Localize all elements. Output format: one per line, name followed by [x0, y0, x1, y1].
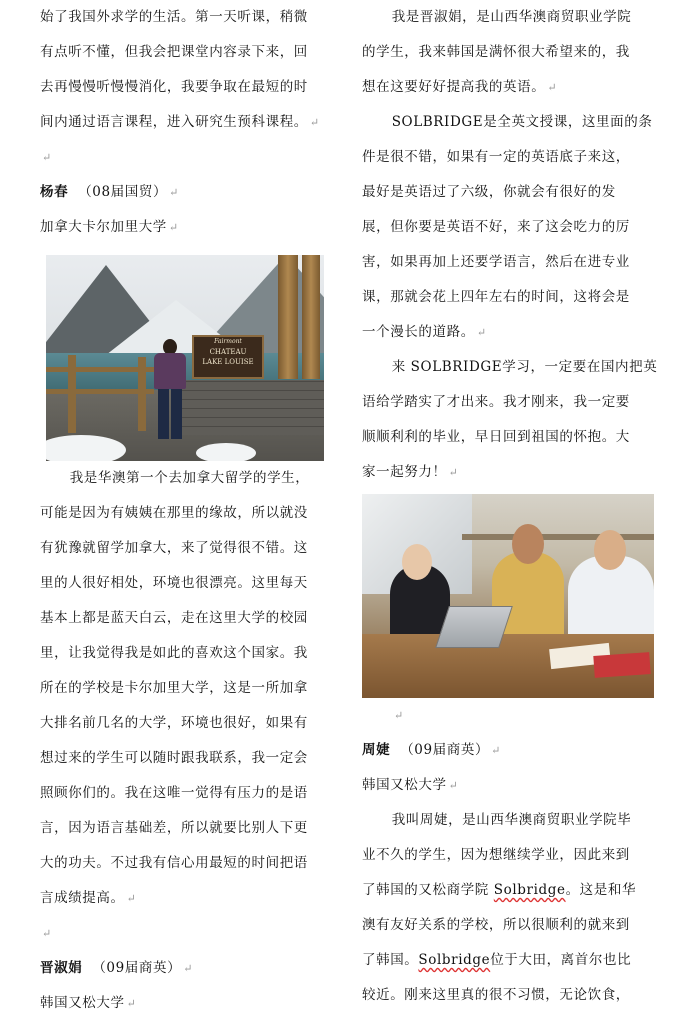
- para-line: 业不久的学生，因为想继续学业，因此来到: [362, 847, 630, 863]
- para-line: 语给学踏实了才出来。我才刚来，我一定要: [362, 394, 630, 410]
- para-line: 件是很不错，如果有一定的英语底子来这，: [362, 149, 630, 165]
- person-class: （09届商英）: [92, 960, 182, 976]
- para-line: 来 SOLBRIDGE学习，一定要在国内把英: [391, 359, 658, 375]
- para-line: 了韩国的又松商学院 Solbridge。这是和华: [362, 882, 637, 898]
- para-line: 大排名前几名的大学，环境也很好，如果有: [40, 715, 308, 731]
- para-line: SOLBRIDGE是全英文授课，这里面的条: [391, 114, 653, 130]
- para-line: 家一起努力！ ↵: [362, 464, 459, 480]
- para-line: 较近。刚来这里真的很不习惯，无论饮食，: [362, 987, 630, 1003]
- para-line: 害，如果再加上还要学语言，然后在进专业: [362, 254, 630, 270]
- person-school: 韩国又松大学 ↵: [362, 777, 459, 793]
- para-line: 大的功夫。不过我有信心用最短的时间把语: [40, 855, 308, 871]
- para-line: 课，那就会花上四年左右的时间，这将会是: [362, 289, 630, 305]
- para-line: 想在这要好好提高我的英语。 ↵: [362, 79, 558, 95]
- laptop: [435, 606, 513, 648]
- lake-louise-photo: [46, 255, 324, 461]
- person-name: 周婕: [362, 742, 391, 758]
- blank-line: ↵: [42, 927, 52, 940]
- intro-line: 去再慢慢听慢慢消化，我要争取在最短的时: [40, 79, 308, 95]
- blank-line: ↵: [42, 151, 52, 164]
- para-line: 想过来的学生可以随时跟我联系，我一定会: [40, 750, 308, 766]
- person-name: 杨春: [40, 184, 69, 200]
- para-line: 澳有友好关系的学校，所以很顺利的就来到: [362, 917, 630, 933]
- para-line: 我叫周婕，是山西华澳商贸职业学院毕: [391, 812, 632, 828]
- para-line: 展，但你要是英语不好，来了这会吃力的厉: [362, 219, 630, 235]
- para-line: 我是华澳第一个去加拿大留学的学生，: [69, 470, 310, 486]
- blank-line: ↵: [394, 709, 404, 722]
- left-column: [40, 0, 336, 1021]
- para-line: 基本上都是蓝天白云，走在这里大学的校园: [40, 610, 308, 626]
- person-class: （09届商英）: [400, 742, 490, 758]
- para-line: 的学生，我来韩国是满怀很大希望来的，我: [362, 44, 630, 60]
- para-line: 照顾你们的。我在这唯一觉得有压力的是语: [40, 785, 308, 801]
- para-line: 里，让我觉得我是如此的喜欢这个国家。我: [40, 645, 308, 661]
- para-line: 言，因为语言基础差，所以就要比别人下更: [40, 820, 308, 836]
- person-school: 加拿大卡尔加里大学 ↵: [40, 219, 179, 235]
- para-line: 有犹豫就留学加拿大，来了觉得很不错。这: [40, 540, 308, 556]
- intro-line: 始了我国外求学的生活。第一天听课，稍微: [40, 9, 308, 25]
- students-photo: [362, 494, 654, 698]
- right-column: [362, 0, 658, 1013]
- para-line: 最好是英语过了六级，你就会有很好的发: [362, 184, 616, 200]
- person-heading-jinshujuan: 晋淑娟 （09届商英） ↵: [40, 960, 194, 976]
- intro-line: 有点听不懂，但我会把课堂内容录下来，回: [40, 44, 308, 60]
- intro-line: 间内通过语言课程，进入研究生预科课程。 ↵: [40, 114, 320, 130]
- person-heading-zhoujie: 周婕 （09届商英） ↵: [362, 742, 501, 758]
- para-line: 所在的学校是卡尔加里大学，这是一所加拿: [40, 680, 308, 696]
- para-line: 言成绩提高。 ↵: [40, 890, 137, 906]
- person-class: （08届国贸）: [78, 184, 168, 200]
- para-line: 我是晋淑娟，是山西华澳商贸职业学院: [391, 9, 632, 25]
- para-line: 了韩国。Solbridge位于大田，离首尔也比: [362, 952, 632, 968]
- para-line: 里的人很好相处，环境也很漂亮。这里每天: [40, 575, 308, 591]
- para-line: 顺顺利利的毕业，早日回到祖国的怀抱。大: [362, 429, 630, 445]
- para-line: 一个漫长的道路。 ↵: [362, 324, 487, 340]
- person-name: 晋淑娟: [40, 960, 83, 976]
- chateau-lake-louise-sign: Fairmont CHATEAU LAKE LOUISE: [192, 335, 264, 379]
- para-line: 可能是因为有姨姨在那里的缘故，所以就没: [40, 505, 308, 521]
- person-heading-yangchun: 杨春 （08届国贸） ↵: [40, 184, 179, 200]
- person-school: 韩国又松大学 ↵: [40, 995, 137, 1011]
